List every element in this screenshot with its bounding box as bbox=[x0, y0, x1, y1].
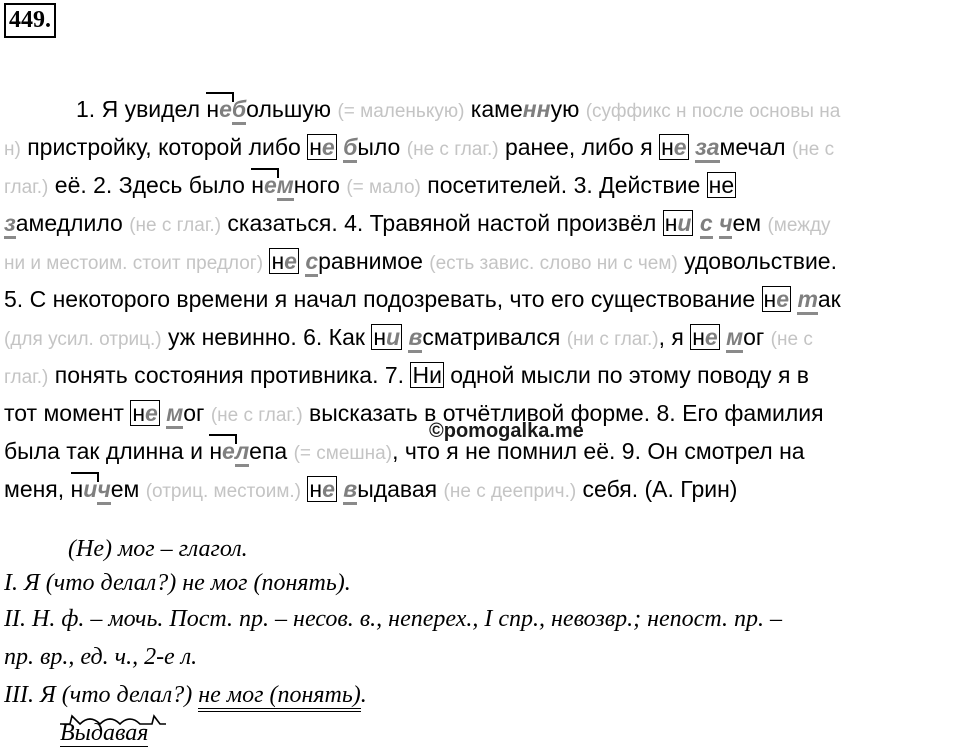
particle-box: не bbox=[708, 172, 735, 198]
text-line-2: н) пристройку, которой либо не было (не с глаг.) ранее, либо я не замечал (не с bbox=[4, 128, 834, 166]
text-line-6: 5. С некоторого времени я начал подозревать, что его существование не так bbox=[4, 280, 841, 318]
particle-box: не bbox=[692, 324, 718, 350]
text-line-10: была так длинна и нелепа (= смешна), что я не помнил её. 9. Он смотрел на bbox=[4, 432, 805, 470]
root-cap-mark: не bbox=[251, 166, 277, 204]
particle-box: не bbox=[132, 400, 158, 426]
particle-box: не bbox=[763, 286, 790, 312]
analysis-line-6: Выдавая bbox=[60, 718, 148, 750]
analysis-line-2: I. Я (что делал?) не мог (понять). bbox=[4, 570, 351, 596]
root-cap-mark: не bbox=[206, 90, 232, 128]
text-line-8: глаг.) понять состояния противника. 7. Ни одной мысли по этому поводу я в bbox=[4, 362, 810, 388]
watermark: ©pomogalka.me bbox=[429, 420, 584, 442]
root-cap-mark: ни bbox=[71, 470, 98, 508]
wavy-overline-icon bbox=[60, 712, 166, 726]
analysis-line-1: (Не) мог – глагол. bbox=[68, 536, 248, 562]
text-line-4: замедлило (не с глаг.) сказаться. 4. Травяной настой произвёл ни с чем (между bbox=[4, 204, 831, 242]
particle-box: не bbox=[271, 248, 297, 274]
analysis-line-5: III. Я (что делал?) не мог (понять). bbox=[4, 680, 367, 712]
text-line-3: глаг.) её. 2. Здесь было немного (= мало) посетителей. 3. Действие не bbox=[4, 166, 736, 204]
root-cap-mark: не bbox=[209, 432, 235, 470]
particle-box: Ни bbox=[412, 362, 442, 388]
predicate-underline: не мог (понять) bbox=[198, 682, 361, 712]
analysis-line-3: II. Н. ф. – мочь. Пост. пр. – несов. в., неперех., I спр., невозвр.; непост. пр. – bbox=[4, 606, 782, 632]
text-line-9: тот момент не мог (не с глаг.) высказать в отчётливой форме. 8. Его фамилия bbox=[4, 394, 824, 432]
text-line-1: 1. Я увидел небольшую (= маленькую) каменную (суффикс н после основы на bbox=[4, 90, 840, 128]
particle-box: не bbox=[661, 134, 687, 160]
analysis-line-4: пр. вр., ед. ч., 2-е л. bbox=[4, 644, 198, 670]
text-line-11: меня, ничем (отриц. местоим.) не выдавая (не с дееприч.) себя. (А. Грин) bbox=[4, 470, 737, 508]
particle-box: ни bbox=[373, 324, 401, 350]
particle-box: не bbox=[309, 134, 335, 160]
text-line-5: ни и местоим. стоит предлог) не сравнимое (есть завис. слово ни с чем) удовольствие. bbox=[4, 242, 837, 280]
particle-box: не bbox=[309, 476, 335, 502]
exercise-number: 449. bbox=[4, 3, 56, 38]
text-line-7: (для усил. отриц.) уж невинно. 6. Как ни всматривался (ни с глаг.), я не мог (не с bbox=[4, 318, 813, 356]
particle-box: ни bbox=[664, 210, 692, 236]
